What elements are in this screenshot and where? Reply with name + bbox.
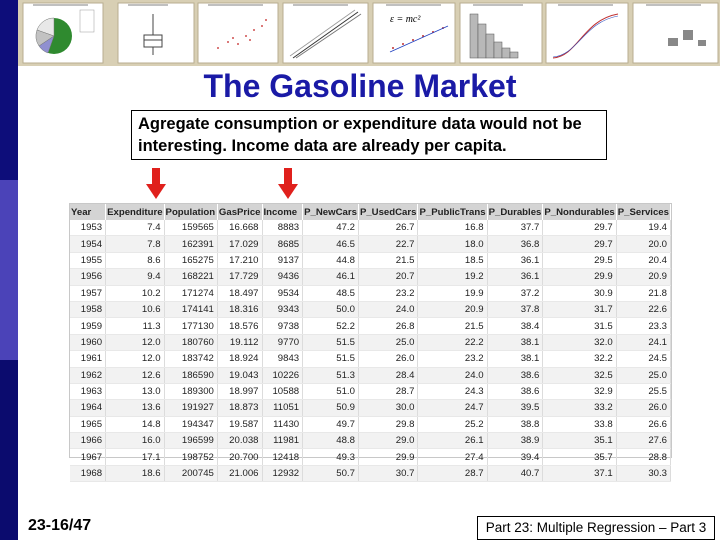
table-cell: 28.4 (358, 367, 418, 383)
table-cell: 20.9 (616, 269, 670, 285)
table-cell: 1955 (70, 252, 106, 268)
table-cell: 26.8 (358, 318, 418, 334)
table-cell: 1958 (70, 301, 106, 317)
table-cell: 28.7 (358, 383, 418, 399)
table-cell: 165275 (164, 252, 217, 268)
formula-thumb-text: ε = mc² (390, 14, 421, 25)
table-cell: 18.576 (217, 318, 262, 334)
table-row (70, 285, 671, 301)
table-cell: 48.8 (303, 433, 359, 449)
slide-title: The Gasoline Market (203, 68, 517, 104)
table-cell: 25.0 (358, 334, 418, 350)
table-cell: 17.029 (217, 236, 262, 252)
table-cell: 1967 (70, 449, 106, 465)
table-cell: 20.9 (418, 301, 487, 317)
table-row (70, 465, 671, 481)
table-cell: 20.038 (217, 433, 262, 449)
table-cell: 198752 (164, 449, 217, 465)
table-cell: 20.7 (358, 269, 418, 285)
table-cell: 162391 (164, 236, 217, 252)
table-cell: 22.7 (358, 236, 418, 252)
table-cell: 1956 (70, 269, 106, 285)
table-cell: 35.7 (543, 449, 616, 465)
side-accent-segment (0, 180, 18, 360)
table-cell: 27.4 (418, 449, 487, 465)
table-cell: 24.1 (616, 334, 670, 350)
table-cell: 9738 (262, 318, 303, 334)
table-cell: 10226 (262, 367, 303, 383)
table-cell: 9137 (262, 252, 303, 268)
column-header: Expenditure (106, 204, 164, 220)
table-cell: 38.6 (487, 367, 543, 383)
table-cell: 26.0 (358, 351, 418, 367)
table-cell: 1961 (70, 351, 106, 367)
table-cell: 22.2 (418, 334, 487, 350)
table-cell: 32.0 (543, 334, 616, 350)
table-cell: 24.0 (418, 367, 487, 383)
table-cell: 20.4 (616, 252, 670, 268)
table-cell: 12932 (262, 465, 303, 481)
table-cell: 194347 (164, 416, 217, 432)
table-row (70, 433, 671, 449)
slide-number: 23-16/47 (28, 517, 92, 534)
table-cell: 9843 (262, 351, 303, 367)
table-cell: 27.6 (616, 433, 670, 449)
table-cell: 19.587 (217, 416, 262, 432)
thumbnail-graphics (18, 0, 720, 66)
table-cell: 18.0 (418, 236, 487, 252)
table-cell: 38.6 (487, 383, 543, 399)
table-cell: 18.924 (217, 351, 262, 367)
table-cell: 1963 (70, 383, 106, 399)
table-row (70, 367, 671, 383)
table-cell: 16.8 (418, 220, 487, 236)
table-cell: 191927 (164, 400, 217, 416)
table-cell: 29.9 (543, 269, 616, 285)
table-row (70, 383, 671, 399)
table-cell: 37.1 (543, 465, 616, 481)
table-cell: 44.8 (303, 252, 359, 268)
table-cell: 9534 (262, 285, 303, 301)
table-cell: 18.997 (217, 383, 262, 399)
table-cell: 11.3 (106, 318, 164, 334)
column-header: P_Services (616, 204, 670, 220)
table-cell: 37.7 (487, 220, 543, 236)
column-header: Income (262, 204, 303, 220)
note-box: Agregate consumption or expenditure data would not be interesting. Income data are already per capita. (131, 110, 607, 160)
table-cell: 28.7 (418, 465, 487, 481)
table-cell: 38.4 (487, 318, 543, 334)
table-cell: 168221 (164, 269, 217, 285)
table-row (70, 351, 671, 367)
column-header: P_NewCars (303, 204, 359, 220)
table-cell: 1954 (70, 236, 106, 252)
down-arrow-icon (278, 168, 298, 200)
column-header: Population (164, 204, 217, 220)
table-cell: 38.9 (487, 433, 543, 449)
table-cell: 50.0 (303, 301, 359, 317)
gasoline-data-table (70, 204, 671, 482)
table-cell: 11051 (262, 400, 303, 416)
table-row (70, 334, 671, 350)
table-cell: 24.5 (616, 351, 670, 367)
table-cell: 29.7 (543, 220, 616, 236)
table-cell: 18.497 (217, 285, 262, 301)
table-cell: 23.3 (616, 318, 670, 334)
table-cell: 12.6 (106, 367, 164, 383)
table-cell: 9436 (262, 269, 303, 285)
table-cell: 29.8 (358, 416, 418, 432)
table-cell: 26.1 (418, 433, 487, 449)
table-cell: 52.2 (303, 318, 359, 334)
table-cell: 13.6 (106, 400, 164, 416)
table-cell: 29.9 (358, 449, 418, 465)
column-header: P_Durables (487, 204, 543, 220)
table-cell: 29.5 (543, 252, 616, 268)
table-cell: 17.1 (106, 449, 164, 465)
thumbnail-strip (18, 0, 720, 66)
table-cell: 10.2 (106, 285, 164, 301)
table-cell: 12.0 (106, 351, 164, 367)
table-cell: 32.2 (543, 351, 616, 367)
table-cell: 29.7 (543, 236, 616, 252)
table-cell: 24.7 (418, 400, 487, 416)
table-cell: 40.7 (487, 465, 543, 481)
table-row (70, 400, 671, 416)
data-table-panel (69, 203, 672, 480)
table-header-row (70, 204, 671, 220)
table-cell: 38.8 (487, 416, 543, 432)
table-cell: 26.7 (358, 220, 418, 236)
table-cell: 16.0 (106, 433, 164, 449)
table-cell: 25.0 (616, 367, 670, 383)
down-arrow-icon (146, 168, 166, 200)
table-cell: 1953 (70, 220, 106, 236)
table-cell: 18.5 (418, 252, 487, 268)
table-cell: 183742 (164, 351, 217, 367)
table-cell: 31.7 (543, 301, 616, 317)
table-cell: 1960 (70, 334, 106, 350)
table-row (70, 318, 671, 334)
table-cell: 39.5 (487, 400, 543, 416)
table-cell: 48.5 (303, 285, 359, 301)
table-cell: 19.043 (217, 367, 262, 383)
table-cell: 19.9 (418, 285, 487, 301)
footer-caption: Part 23: Multiple Regression – Part 3 (477, 516, 715, 540)
table-cell: 14.8 (106, 416, 164, 432)
table-cell: 8.6 (106, 252, 164, 268)
table-cell: 29.0 (358, 433, 418, 449)
table-cell: 1959 (70, 318, 106, 334)
table-cell: 37.8 (487, 301, 543, 317)
table-cell: 51.5 (303, 351, 359, 367)
table-cell: 51.3 (303, 367, 359, 383)
table-cell: 19.112 (217, 334, 262, 350)
table-cell: 38.1 (487, 351, 543, 367)
column-header: P_Nondurables (543, 204, 616, 220)
table-cell: 46.5 (303, 236, 359, 252)
table-cell: 1966 (70, 433, 106, 449)
table-cell: 12.0 (106, 334, 164, 350)
table-cell: 25.5 (616, 383, 670, 399)
table-cell: 180760 (164, 334, 217, 350)
table-cell: 11981 (262, 433, 303, 449)
table-cell: 49.3 (303, 449, 359, 465)
table-cell: 17.729 (217, 269, 262, 285)
table-cell: 9.4 (106, 269, 164, 285)
table-row (70, 449, 671, 465)
table-cell: 20.0 (616, 236, 670, 252)
table-cell: 30.3 (616, 465, 670, 481)
table-cell: 16.668 (217, 220, 262, 236)
table-cell: 23.2 (358, 285, 418, 301)
table-cell: 28.8 (616, 449, 670, 465)
table-cell: 18.316 (217, 301, 262, 317)
column-header: P_UsedCars (358, 204, 418, 220)
table-cell: 8685 (262, 236, 303, 252)
table-cell: 37.2 (487, 285, 543, 301)
table-cell: 19.2 (418, 269, 487, 285)
table-cell: 35.1 (543, 433, 616, 449)
table-cell: 196599 (164, 433, 217, 449)
table-cell: 30.9 (543, 285, 616, 301)
column-header: P_PublicTrans (418, 204, 487, 220)
table-cell: 30.0 (358, 400, 418, 416)
table-cell: 47.2 (303, 220, 359, 236)
table-row (70, 220, 671, 236)
table-cell: 174141 (164, 301, 217, 317)
table-cell: 10.6 (106, 301, 164, 317)
table-cell: 32.9 (543, 383, 616, 399)
table-cell: 17.210 (217, 252, 262, 268)
table-cell: 30.7 (358, 465, 418, 481)
table-cell: 38.1 (487, 334, 543, 350)
table-cell: 1965 (70, 416, 106, 432)
table-cell: 22.6 (616, 301, 670, 317)
table-cell: 36.1 (487, 252, 543, 268)
table-cell: 18.6 (106, 465, 164, 481)
table-cell: 31.5 (543, 318, 616, 334)
table-cell: 50.9 (303, 400, 359, 416)
table-row (70, 416, 671, 432)
table-cell: 24.0 (358, 301, 418, 317)
table-cell: 32.5 (543, 367, 616, 383)
table-cell: 8883 (262, 220, 303, 236)
table-cell: 159565 (164, 220, 217, 236)
side-accent-segment (0, 360, 18, 540)
table-cell: 7.8 (106, 236, 164, 252)
table-cell: 39.4 (487, 449, 543, 465)
table-cell: 1957 (70, 285, 106, 301)
table-row (70, 236, 671, 252)
table-cell: 1968 (70, 465, 106, 481)
table-cell: 18.873 (217, 400, 262, 416)
table-cell: 20.700 (217, 449, 262, 465)
table-cell: 12418 (262, 449, 303, 465)
table-cell: 50.7 (303, 465, 359, 481)
table-cell: 26.0 (616, 400, 670, 416)
table-cell: 25.2 (418, 416, 487, 432)
table-cell: 7.4 (106, 220, 164, 236)
table-row (70, 301, 671, 317)
table-cell: 36.8 (487, 236, 543, 252)
table-cell: 26.6 (616, 416, 670, 432)
table-cell: 9770 (262, 334, 303, 350)
table-cell: 23.2 (418, 351, 487, 367)
table-cell: 21.5 (358, 252, 418, 268)
table-cell: 171274 (164, 285, 217, 301)
table-cell: 200745 (164, 465, 217, 481)
table-cell: 177130 (164, 318, 217, 334)
table-cell: 21.006 (217, 465, 262, 481)
column-header: Year (70, 204, 106, 220)
column-header: GasPrice (217, 204, 262, 220)
table-cell: 11430 (262, 416, 303, 432)
table-cell: 13.0 (106, 383, 164, 399)
table-cell: 49.7 (303, 416, 359, 432)
table-cell: 33.2 (543, 400, 616, 416)
table-cell: 46.1 (303, 269, 359, 285)
table-cell: 9343 (262, 301, 303, 317)
table-row (70, 269, 671, 285)
table-cell: 51.5 (303, 334, 359, 350)
table-cell: 21.8 (616, 285, 670, 301)
table-row (70, 252, 671, 268)
table-cell: 33.8 (543, 416, 616, 432)
table-cell: 186590 (164, 367, 217, 383)
table-cell: 51.0 (303, 383, 359, 399)
table-cell: 19.4 (616, 220, 670, 236)
table-cell: 1962 (70, 367, 106, 383)
table-cell: 21.5 (418, 318, 487, 334)
table-cell: 24.3 (418, 383, 487, 399)
table-cell: 189300 (164, 383, 217, 399)
table-cell: 1964 (70, 400, 106, 416)
table-cell: 36.1 (487, 269, 543, 285)
table-cell: 10588 (262, 383, 303, 399)
